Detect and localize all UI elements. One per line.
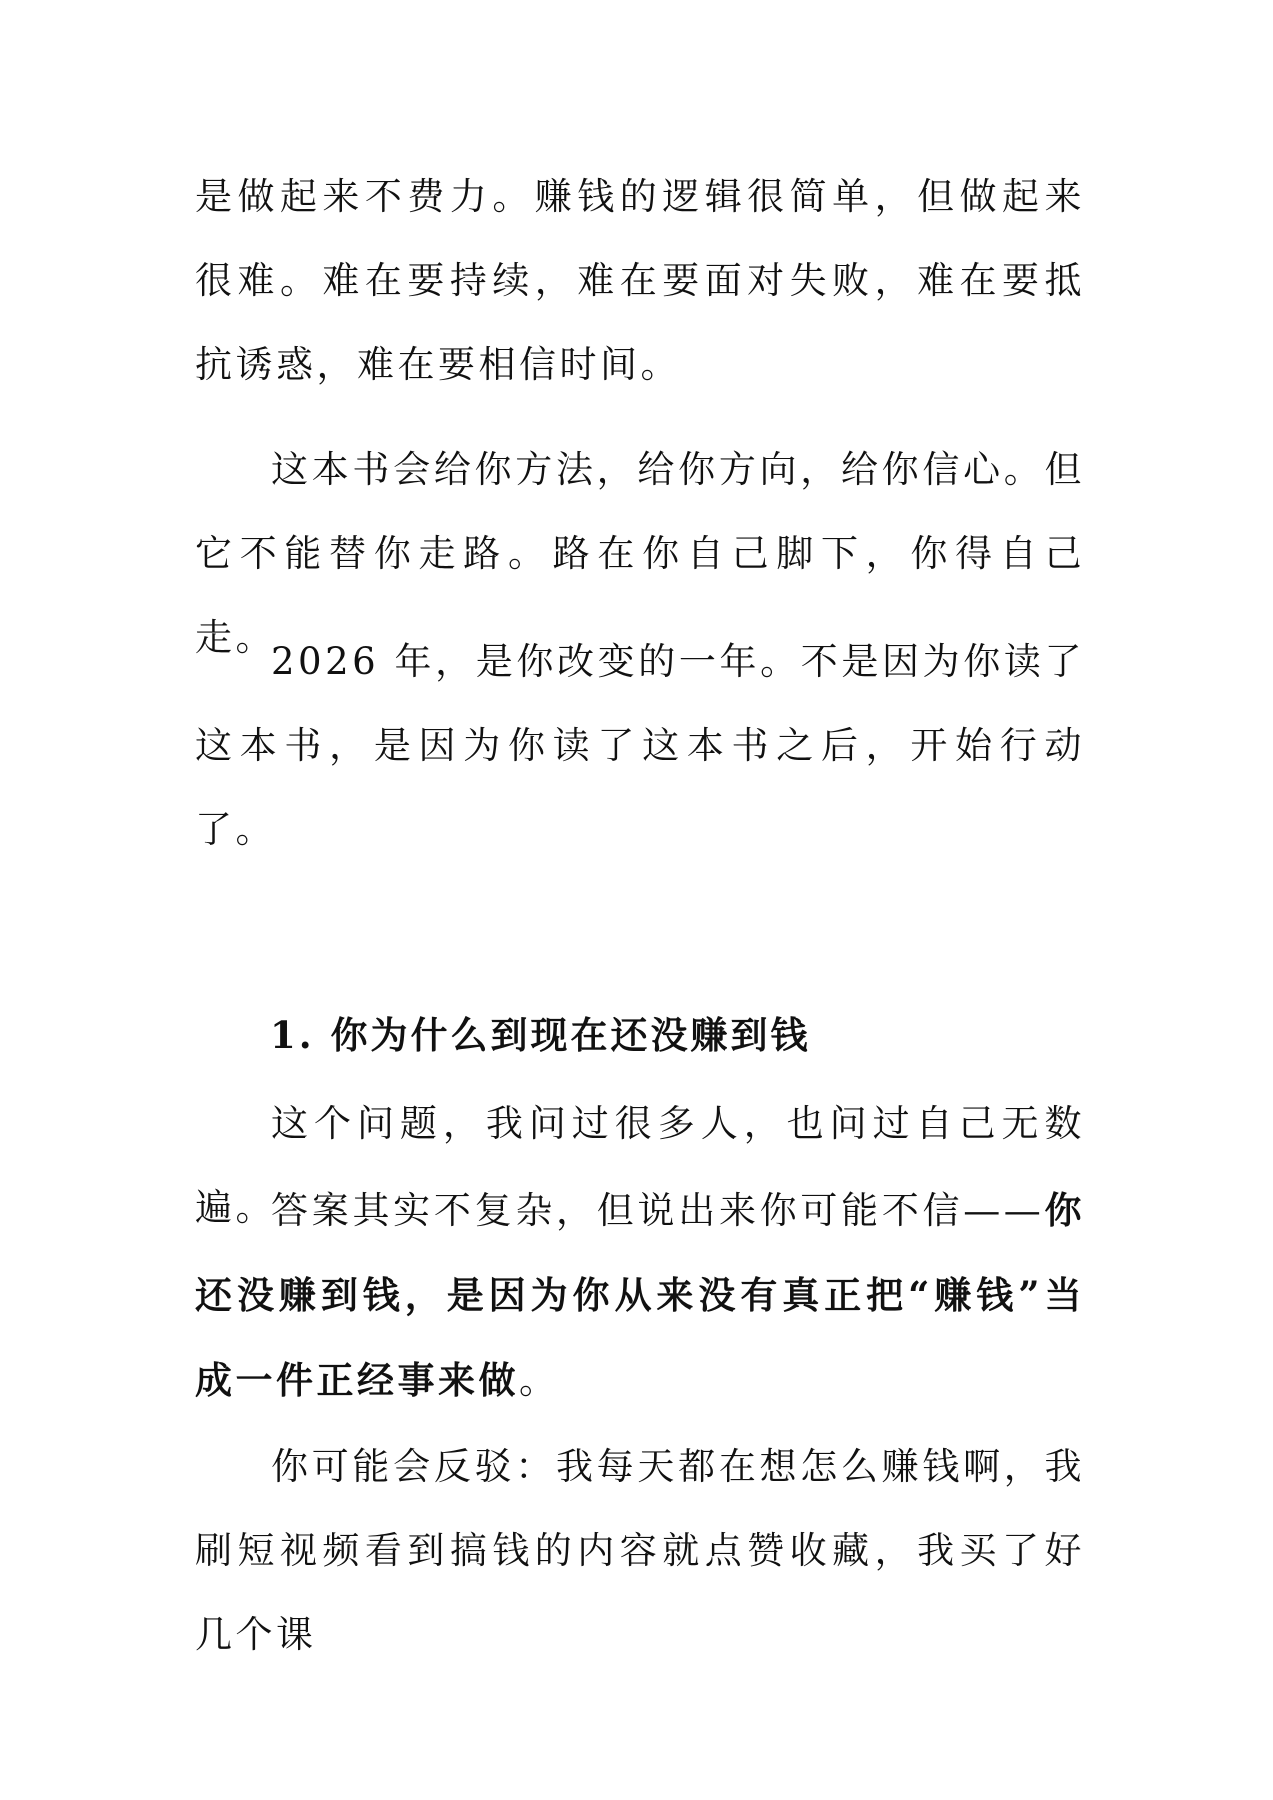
paragraph-tail-text: 。 <box>519 1359 560 1402</box>
paragraph: 你可能会反驳：我每天都在想怎么赚钱啊，我刷短视频看到搞钱的内容就点赞收藏，我买了好几个课 <box>195 1445 1085 1656</box>
paragraph: 这本书会给你方法，给你方向，给你信心。但它不能替你走路。路在你自己脚下，你得自己走。 <box>195 448 1085 659</box>
paragraph-lead-text: 答案其实不复杂，但说出来你可能不信—— <box>271 1189 1045 1232</box>
section-heading: 1. 你为什么到现在还没赚到钱 <box>270 1013 811 1057</box>
paragraph-continued: 是做起来不费力。赚钱的逻辑很简单，但做起来很难。难在要持续，难在要面对失败，难在要抵抗诱惑，难在要相信时间。 <box>195 175 1085 386</box>
paragraph: 2026 年，是你改变的一年。不是因为你读了这本书，是因为你读了这本书之后，开始行动了。 <box>195 640 1085 851</box>
emphasized-text: 你还没赚到钱，是因为你从来没有真正把“赚钱”当成一件正经事来做 <box>195 1188 1086 1402</box>
paragraph: 这个问题，我问过很多人，也问过自己无数遍。 <box>195 1102 1085 1229</box>
paragraph-key-answer <box>195 1168 1085 1423</box>
